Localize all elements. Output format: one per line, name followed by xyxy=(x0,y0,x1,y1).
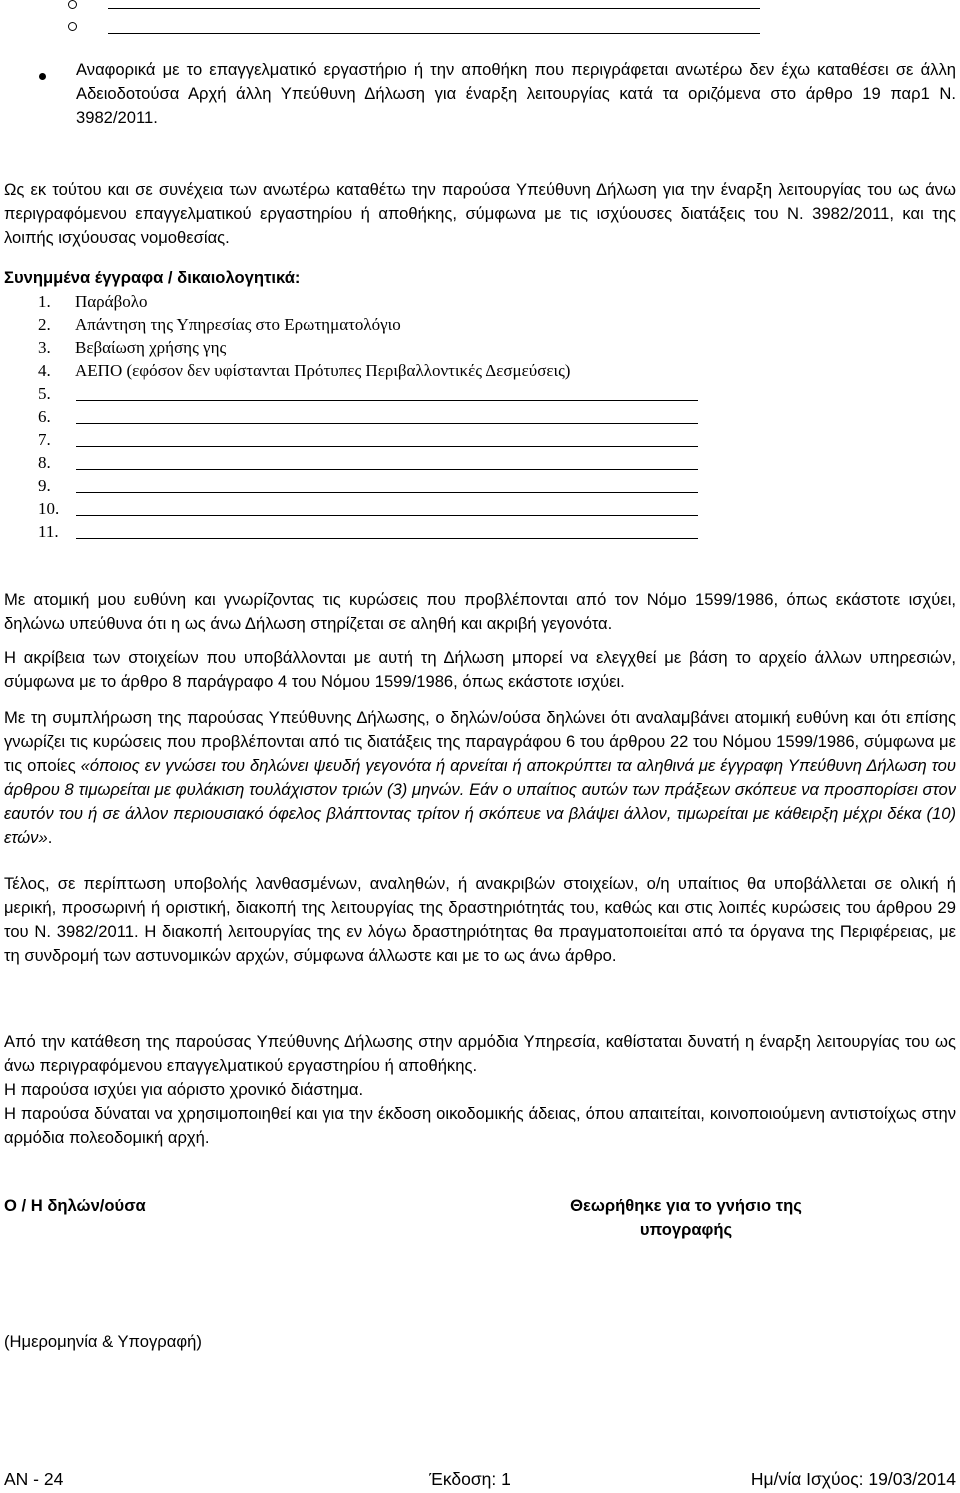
date-signature-label: (Ημερομηνία & Υπογραφή) xyxy=(4,1332,202,1351)
footer-valid-date: Ημ/νία Ισχύος: 19/03/2014 xyxy=(750,1469,956,1489)
list-item xyxy=(38,290,147,313)
blank-fill-line[interactable] xyxy=(76,492,698,493)
list-number: 5. xyxy=(38,384,51,403)
attachments-heading: Συνημμένα έγγραφα / δικαιολογητικά: xyxy=(4,268,301,287)
list-item xyxy=(38,474,75,497)
declarant-label: Ο / Η δηλών/ούσα xyxy=(4,1196,146,1215)
list-number: 6. xyxy=(38,407,51,426)
blank-fill-line[interactable] xyxy=(76,423,698,424)
building-permit-paragraph: Η παρούσα δύναται να χρησιμοποιηθεί και για την έκδοση οικοδομικής άδειας, όπου απαιτείται, κοινοποιούμενη αντιστοίχως στην αρμόδια πολεοδομική αρχή. xyxy=(4,1104,956,1147)
list-item xyxy=(38,497,75,520)
authenticity-label: Θεωρήθηκε για το γνήσιο της υπογραφής xyxy=(570,1196,802,1239)
blank-fill-line[interactable] xyxy=(108,33,760,34)
list-item xyxy=(38,313,401,336)
blank-fill-line[interactable] xyxy=(76,400,698,401)
blank-fill-line[interactable] xyxy=(76,469,698,470)
list-number: 2. xyxy=(38,315,51,334)
list-item xyxy=(38,451,75,474)
list-number: 9. xyxy=(38,476,51,495)
list-item-text: Βεβαίωση χρήσης γης xyxy=(75,338,227,357)
completion-text: Με τη συμπλήρωση της παρούσας Υπεύθυνης Δήλωσης, ο δηλών/ούσα δηλώνει ότι αναλαμβάνει ατομική ευθύνη και ότι επίσης γνωρίζει τις κυρώσεις που προβλέπονται από τις διατάξεις της παραγράφου 6 του άρθρου 22 του Νόμου 1599/1986, σύμφωνα με τις οποίες xyxy=(4,708,956,775)
list-item-text: Παράβολο xyxy=(75,292,148,311)
bullet-paragraph: Αναφορικά με το επαγγελματικό εργαστήριο ή την αποθήκη που περιγράφεται ανωτέρω δεν έχω καταθέσει σε άλλη Αδειοδοτούσα Αρχή άλλη Υπεύθυνη Δήλωση για έναρξη λειτουργίας κατά τα οριζόμενα στο άρθρο 19 παρ1 Ν. 3982/2011. xyxy=(76,60,956,127)
blank-fill-line[interactable] xyxy=(76,538,698,539)
list-item xyxy=(38,382,75,405)
completion-end: . xyxy=(47,828,53,847)
penalty-quote: «όποιος εν γνώσει του δηλώνει ψευδή γεγονότα ή αρνείται ή αποκρύπτει τα αληθινά με έγγραφη Υπεύθυνη Δήλωση του άρθρου 8 τιμωρείται με φυλάκιση τουλάχιστον τριών (3) μηνών. Εάν ο υπαίτιος αυτών των πράξεων σκόπευε να προσπορίσει στον εαυτόν του ή σε άλλον περιουσιακό όφελος βλάπτοντας τρίτον ή σκόπευε να βλάψει άλλον, τιμωρείται με κάθειρξη μέχρι δέκα (10) ετών» xyxy=(4,756,957,847)
completion-paragraph xyxy=(4,706,956,850)
blank-fill-line[interactable] xyxy=(76,446,698,447)
list-item-text: Απάντηση της Υπηρεσίας στο Ερωτηματολόγιο xyxy=(75,315,401,334)
interruption-paragraph: Τέλος, σε περίπτωση υποβολής λανθασμένων, αναληθών, ή ανακριβών στοιχείων, ο/η υπαίτιος θα υποβάλλεται σε ολική ή μερική, προσωρινή ή οριστική, διακοπή της λειτουργίας της δραστηριότητάς του, καθώς και στις λοιπές κυρώσεις του άρθρου 29 του Ν. 3982/2011. Η διακοπή λειτουργίας της εν λόγω δραστηριότητας θα πραγματοποιείται από τα όργανα της Περιφέρειας, με τη συνδρομή των αστυνομικών αρχών, σύμφωνα άλλωστε και με το ως άνω άρθρο. xyxy=(4,874,956,965)
list-number: 8. xyxy=(38,453,51,472)
circle-bullet-icon xyxy=(68,22,77,31)
list-item xyxy=(38,336,226,359)
accuracy-paragraph: Η ακρίβεια των στοιχείων που υποβάλλονται με αυτή τη Δήλωση μπορεί να ελεγχθεί με βάση το αρχείο άλλων υπηρεσιών, σύμφωνα με το άρθρο 8 παράγραφο 4 του Νόμου 1599/1986, όπως εκάστοτε ισχύει. xyxy=(4,648,956,691)
blank-fill-line[interactable] xyxy=(76,515,698,516)
list-number: 7. xyxy=(38,430,51,449)
list-item xyxy=(38,520,75,543)
responsibility-paragraph: Με ατομική μου ευθύνη και γνωρίζοντας τις κυρώσεις που προβλέπονται από τον Νόμο 1599/1986, όπως εκάστοτε ισχύει, δηλώνω υπεύθυνα ότι η ως άνω Δήλωση στηρίζεται σε αληθή και ακριβή γεγονότα. xyxy=(4,590,956,633)
footer-edition: Έκδοση: 1 xyxy=(429,1469,511,1489)
declaration-paragraph: Ως εκ τούτου και σε συνέχεια των ανωτέρω καταθέτω την παρούσα Υπεύθυνη Δήλωση για την έναρξη λειτουργίας του ως άνω περιγραφόμενου επαγγελματικού εργαστηρίου ή αποθήκης, σύμφωνα με τις ισχύουσες διατάξεις του Ν. 3982/2011, και της λοιπής ισχύουσας νομοθεσίας. xyxy=(4,180,956,247)
list-number: 3. xyxy=(38,338,51,357)
blank-fill-line[interactable] xyxy=(108,8,760,9)
circle-bullet-icon xyxy=(68,0,77,9)
footer-code: ΑΝ - 24 xyxy=(4,1469,64,1489)
bullet-dot-icon xyxy=(39,73,46,80)
list-number: 4. xyxy=(38,361,51,380)
list-item-text: ΑΕΠΟ (εφόσον δεν υφίστανται Πρότυπες Περιβαλλοντικές Δεσμεύσεις) xyxy=(75,361,571,380)
list-number: 10. xyxy=(38,499,60,518)
list-number: 11. xyxy=(38,522,59,541)
list-item xyxy=(38,428,75,451)
validity-paragraph: Η παρούσα ισχύει για αόριστο χρονικό διάστημα. xyxy=(4,1080,364,1099)
start-operation-paragraph: Από την κατάθεση της παρούσας Υπεύθυνης Δήλωσης στην αρμόδια Υπηρεσία, καθίσταται δυνατή η έναρξη λειτουργίας του ως άνω περιγραφόμενου επαγγελματικού εργαστηρίου ή αποθήκης. xyxy=(4,1032,956,1075)
list-item xyxy=(38,359,570,382)
list-number: 1. xyxy=(38,292,51,311)
list-item xyxy=(38,405,75,428)
